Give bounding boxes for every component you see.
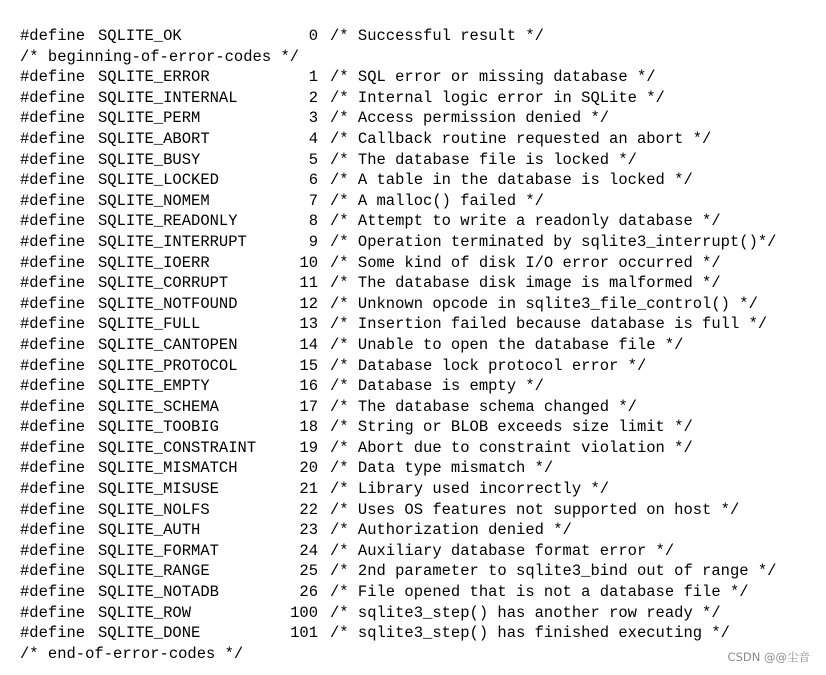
define-keyword: #define xyxy=(20,356,86,375)
define-keyword: #define xyxy=(20,150,86,169)
define-keyword: #define xyxy=(20,129,86,148)
constant-value: 2 xyxy=(308,88,318,107)
constant-value: 23 xyxy=(299,521,318,540)
code-comment: /* Insertion failed because database is full */ xyxy=(330,315,768,334)
code-comment: /* A table in the database is locked */ xyxy=(330,171,693,190)
constant-value: 18 xyxy=(299,418,318,437)
constant-name: SQLITE_CONSTRAINT xyxy=(98,438,257,457)
code-comment: /* Access permission denied */ xyxy=(330,109,610,128)
constant-name: SQLITE_AUTH xyxy=(98,521,201,540)
constant-value: 101 xyxy=(290,624,318,643)
define-keyword: #define xyxy=(20,315,86,334)
constant-name: SQLITE_PROTOCOL xyxy=(98,356,238,375)
code-comment: /* A malloc() failed */ xyxy=(330,191,544,210)
define-keyword: #define xyxy=(20,459,86,478)
constant-name: SQLITE_TOOBIG xyxy=(98,418,219,437)
constant-name: SQLITE_FULL xyxy=(98,315,201,334)
constant-name: SQLITE_NOLFS xyxy=(98,500,210,519)
define-keyword: #define xyxy=(20,335,86,354)
constant-value: 8 xyxy=(308,212,318,231)
constant-value: 19 xyxy=(299,438,318,457)
code-comment: /* Data type mismatch */ xyxy=(330,459,554,478)
define-keyword: #define xyxy=(20,562,86,581)
code-comment: /* The database file is locked */ xyxy=(330,150,637,169)
watermark: CSDN @@尘音 xyxy=(727,650,810,664)
code-comment: /* sqlite3_step() has finished executing */ xyxy=(330,624,730,643)
constant-value: 16 xyxy=(299,377,318,396)
define-keyword: #define xyxy=(20,88,86,107)
code-comment: /* Unknown opcode in sqlite3_file_control() */ xyxy=(330,294,758,313)
define-keyword: #define xyxy=(20,171,86,190)
constant-name: SQLITE_NOTADB xyxy=(98,583,219,602)
constant-value: 13 xyxy=(299,315,318,334)
code-comment: /* end-of-error-codes */ xyxy=(20,644,244,663)
define-keyword: #define xyxy=(20,603,86,622)
code-comment: /* String or BLOB exceeds size limit */ xyxy=(330,418,693,437)
constant-value: 17 xyxy=(299,397,318,416)
constant-name: SQLITE_OK xyxy=(98,27,182,45)
constant-name: SQLITE_IOERR xyxy=(98,253,210,272)
code-comment: /* Operation terminated by sqlite3_interrupt()*/ xyxy=(330,232,777,251)
constant-value: 10 xyxy=(299,253,318,272)
code-comment: /* Uses OS features not supported on host */ xyxy=(330,500,740,519)
define-keyword: #define xyxy=(20,27,86,45)
define-keyword: #define xyxy=(20,377,86,396)
define-keyword: #define xyxy=(20,274,86,293)
code-comment: /* beginning-of-error-codes */ xyxy=(20,47,300,66)
constant-name: SQLITE_FORMAT xyxy=(98,541,219,560)
constant-name: SQLITE_DONE xyxy=(98,624,201,643)
define-keyword: #define xyxy=(20,397,86,416)
constant-name: SQLITE_SCHEMA xyxy=(98,397,219,416)
code-comment: /* sqlite3_step() has another row ready */ xyxy=(330,603,721,622)
constant-name: SQLITE_CORRUPT xyxy=(98,274,229,293)
code-comment: /* File opened that is not a database file */ xyxy=(330,583,749,602)
constant-value: 5 xyxy=(308,150,318,169)
constant-value: 15 xyxy=(299,356,318,375)
constant-name: SQLITE_PERM xyxy=(98,109,201,128)
constant-name: SQLITE_CANTOPEN xyxy=(98,335,238,354)
code-comment: /* The database schema changed */ xyxy=(330,397,637,416)
code-comment: /* Abort due to constraint violation */ xyxy=(330,438,693,457)
constant-name: SQLITE_MISUSE xyxy=(98,480,219,499)
constant-name: SQLITE_ROW xyxy=(98,603,192,622)
define-keyword: #define xyxy=(20,212,86,231)
constant-value: 11 xyxy=(299,274,318,293)
constant-name: SQLITE_READONLY xyxy=(98,212,238,231)
code-comment: /* Authorization denied */ xyxy=(330,521,572,540)
define-keyword: #define xyxy=(20,418,86,437)
constant-value: 100 xyxy=(290,603,318,622)
define-keyword: #define xyxy=(20,191,86,210)
constant-value: 7 xyxy=(308,191,318,210)
code-comment: /* SQL error or missing database */ xyxy=(330,68,656,87)
constant-value: 22 xyxy=(299,500,318,519)
constant-name: SQLITE_EMPTY xyxy=(98,377,210,396)
code-comment: /* Unable to open the database file */ xyxy=(330,335,684,354)
code-comment: /* Some kind of disk I/O error occurred */ xyxy=(330,253,721,272)
constant-value: 1 xyxy=(308,68,318,87)
define-keyword: #define xyxy=(20,541,86,560)
define-keyword: #define xyxy=(20,68,86,87)
constant-value: 12 xyxy=(299,294,318,313)
constant-value: 21 xyxy=(299,480,318,499)
code-comment: /* Internal logic error in SQLite */ xyxy=(330,88,665,107)
constant-name: SQLITE_ERROR xyxy=(98,68,210,87)
define-keyword: #define xyxy=(20,294,86,313)
constant-value: 20 xyxy=(299,459,318,478)
constant-value: 4 xyxy=(308,129,318,148)
code-comment: /* Database is empty */ xyxy=(330,377,544,396)
constant-value: 24 xyxy=(299,541,318,560)
define-keyword: #define xyxy=(20,438,86,457)
define-keyword: #define xyxy=(20,253,86,272)
constant-value: 6 xyxy=(308,171,318,190)
code-comment: /* Auxiliary database format error */ xyxy=(330,541,675,560)
define-keyword: #define xyxy=(20,500,86,519)
constant-name: SQLITE_RANGE xyxy=(98,562,210,581)
constant-value: 26 xyxy=(299,583,318,602)
constant-value: 25 xyxy=(299,562,318,581)
constant-name: SQLITE_INTERRUPT xyxy=(98,232,247,251)
constant-name: SQLITE_LOCKED xyxy=(98,171,219,190)
define-keyword: #define xyxy=(20,232,86,251)
constant-name: SQLITE_INTERNAL xyxy=(98,88,238,107)
code-comment: /* Successful result */ xyxy=(330,27,544,45)
code-comment: /* 2nd parameter to sqlite3_bind out of range */ xyxy=(330,562,777,581)
define-keyword: #define xyxy=(20,521,86,540)
define-keyword: #define xyxy=(20,109,86,128)
code-comment: /* Database lock protocol error */ xyxy=(330,356,647,375)
constant-name: SQLITE_BUSY xyxy=(98,150,201,169)
code-comment: /* Callback routine requested an abort */ xyxy=(330,129,712,148)
constant-name: SQLITE_MISMATCH xyxy=(98,459,238,478)
define-keyword: #define xyxy=(20,624,86,643)
constant-name: SQLITE_ABORT xyxy=(98,129,210,148)
define-keyword: #define xyxy=(20,480,86,499)
code-comment: /* The database disk image is malformed */ xyxy=(330,274,721,293)
code-comment: /* Attempt to write a readonly database */ xyxy=(330,212,721,231)
constant-value: 14 xyxy=(299,335,318,354)
define-keyword: #define xyxy=(20,583,86,602)
code-comment: /* Library used incorrectly */ xyxy=(330,480,610,499)
constant-value: 0 xyxy=(308,27,318,45)
constant-name: SQLITE_NOMEM xyxy=(98,191,210,210)
constant-value: 9 xyxy=(308,232,318,251)
constant-value: 3 xyxy=(308,109,318,128)
constant-name: SQLITE_NOTFOUND xyxy=(98,294,238,313)
